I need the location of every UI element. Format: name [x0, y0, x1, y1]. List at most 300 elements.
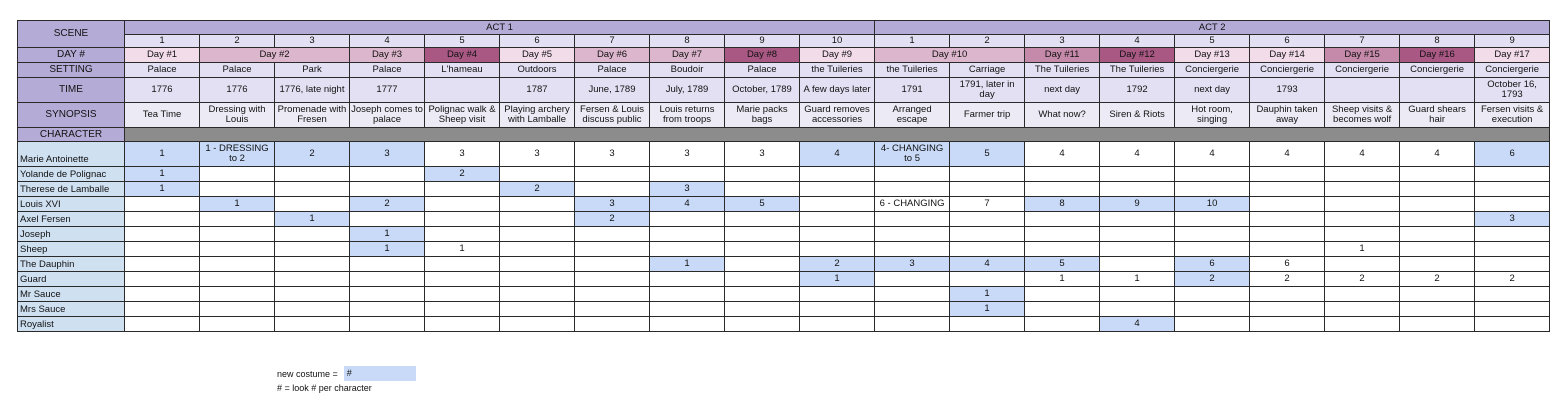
costume-cell	[1250, 197, 1325, 212]
character-row	[18, 197, 1550, 212]
costume-cell	[1025, 167, 1100, 182]
synopsis-cell: What now?	[1025, 103, 1100, 128]
costume-cell	[275, 257, 350, 272]
costume-cell	[1175, 227, 1250, 242]
day-cell: Day #5	[500, 48, 575, 63]
costume-cell	[500, 227, 575, 242]
costume-cell	[1325, 257, 1400, 272]
new-costume-cell: 1	[125, 142, 200, 167]
costume-cell	[425, 197, 500, 212]
character-row	[18, 167, 1550, 182]
costume-cell	[650, 272, 725, 287]
time-cell	[1400, 78, 1475, 103]
synopsis-row	[18, 103, 1550, 128]
costume-cell	[1100, 182, 1175, 197]
costume-cell	[800, 197, 875, 212]
new-costume-cell: 1 - DRESSING to 2	[200, 142, 275, 167]
costume-cell	[725, 242, 800, 257]
setting-cell: Palace	[725, 63, 800, 78]
costume-cell	[800, 317, 875, 332]
day-cell: Day #16	[1400, 48, 1475, 63]
character-row	[18, 212, 1550, 227]
costume-cell	[875, 287, 950, 302]
character-header-row	[18, 128, 1550, 142]
time-cell: next day	[1025, 78, 1100, 103]
new-costume-cell: 1	[950, 287, 1025, 302]
costume-cell	[1400, 242, 1475, 257]
scene-number: 7	[1325, 35, 1400, 48]
character-name: Mrs Sauce	[18, 302, 125, 317]
costume-cell	[875, 212, 950, 227]
new-costume-cell: 3	[1475, 212, 1550, 227]
setting-cell: The Tuileries	[1025, 63, 1100, 78]
costume-cell	[575, 182, 650, 197]
costume-cell	[275, 272, 350, 287]
costume-cell	[200, 302, 275, 317]
day-cell: Day #4	[425, 48, 500, 63]
costume-cell	[1250, 182, 1325, 197]
costume-cell	[725, 212, 800, 227]
character-name: Mr Sauce	[18, 287, 125, 302]
costume-cell: 3	[575, 142, 650, 167]
costume-cell	[1025, 182, 1100, 197]
costume-cell	[350, 272, 425, 287]
costume-cell	[725, 302, 800, 317]
costume-cell	[1475, 167, 1550, 182]
synopsis-cell: Dauphin taken away	[1250, 103, 1325, 128]
synopsis-cell: Fersen visits & execution	[1475, 103, 1550, 128]
new-costume-cell: 3	[650, 182, 725, 197]
day-cell: Day #2	[200, 48, 350, 63]
character-row	[18, 287, 1550, 302]
costume-cell	[200, 287, 275, 302]
scene-number: 3	[1025, 35, 1100, 48]
costume-cell	[1175, 287, 1250, 302]
legend-new-costume-row	[277, 366, 416, 381]
synopsis-cell: Polignac walk & Sheep visit	[425, 103, 500, 128]
new-costume-cell: 1	[350, 227, 425, 242]
costume-cell	[500, 272, 575, 287]
costume-cell: 4	[1175, 142, 1250, 167]
day-row	[18, 48, 1550, 63]
time-cell: 1777	[350, 78, 425, 103]
setting-label: SETTING	[18, 63, 125, 78]
new-costume-cell: 3	[875, 257, 950, 272]
legend-note: # = look # per character	[277, 383, 372, 393]
costume-cell	[575, 242, 650, 257]
costume-cell	[875, 167, 950, 182]
scene-number: 1	[875, 35, 950, 48]
costume-cell	[650, 212, 725, 227]
costume-cell	[200, 212, 275, 227]
costume-cell	[650, 242, 725, 257]
day-cell: Day #3	[350, 48, 425, 63]
character-row	[18, 317, 1550, 332]
costume-cell	[1025, 317, 1100, 332]
costume-cell	[875, 182, 950, 197]
costume-cell	[1025, 212, 1100, 227]
costume-cell	[350, 167, 425, 182]
costume-cell	[125, 197, 200, 212]
costume-cell	[875, 227, 950, 242]
costume-plot-table	[17, 20, 1550, 332]
costume-cell	[950, 272, 1025, 287]
costume-cell	[1175, 182, 1250, 197]
costume-cell	[575, 302, 650, 317]
costume-cell	[800, 287, 875, 302]
costume-cell	[125, 272, 200, 287]
day-cell: Day #1	[125, 48, 200, 63]
costume-cell	[725, 317, 800, 332]
new-costume-cell: 2	[350, 197, 425, 212]
costume-cell	[575, 167, 650, 182]
costume-cell	[575, 257, 650, 272]
time-cell: 1793	[1250, 78, 1325, 103]
costume-cell	[1250, 302, 1325, 317]
costume-cell: 1	[425, 242, 500, 257]
costume-cell: 6 - CHANGING	[875, 197, 950, 212]
costume-cell: 2	[1475, 272, 1550, 287]
scene-number: 5	[425, 35, 500, 48]
setting-cell: Palace	[200, 63, 275, 78]
costume-cell	[500, 197, 575, 212]
time-row	[18, 78, 1550, 103]
synopsis-cell: Playing archery with Lamballe	[500, 103, 575, 128]
time-cell: A few days later	[800, 78, 875, 103]
time-cell: 1791, later in day	[950, 78, 1025, 103]
time-cell	[425, 78, 500, 103]
costume-cell	[1400, 302, 1475, 317]
scene-number: 9	[1475, 35, 1550, 48]
costume-cell	[1400, 257, 1475, 272]
time-cell: next day	[1175, 78, 1250, 103]
new-costume-cell: 9	[1100, 197, 1175, 212]
costume-cell	[1100, 287, 1175, 302]
costume-cell	[950, 167, 1025, 182]
costume-cell	[1325, 302, 1400, 317]
scene-number: 9	[725, 35, 800, 48]
synopsis-cell: Hot room, singing	[1175, 103, 1250, 128]
costume-cell	[1100, 257, 1175, 272]
costume-cell	[575, 317, 650, 332]
character-name: Yolande de Polignac	[18, 167, 125, 182]
time-cell: 1776	[125, 78, 200, 103]
costume-cell	[1100, 242, 1175, 257]
costume-cell	[275, 182, 350, 197]
synopsis-cell: Promenade with Fresen	[275, 103, 350, 128]
costume-cell	[800, 167, 875, 182]
synopsis-cell: Marie packs bags	[725, 103, 800, 128]
setting-cell: Outdoors	[500, 63, 575, 78]
synopsis-cell: Louis returns from troops	[650, 103, 725, 128]
costume-cell	[500, 257, 575, 272]
character-row	[18, 242, 1550, 257]
costume-cell: 3	[500, 142, 575, 167]
synopsis-cell: Arranged escape	[875, 103, 950, 128]
costume-cell	[1025, 287, 1100, 302]
costume-cell	[125, 212, 200, 227]
costume-cell	[800, 227, 875, 242]
time-cell: 1776, late night	[275, 78, 350, 103]
setting-row	[18, 63, 1550, 78]
costume-cell	[500, 167, 575, 182]
setting-cell: Palace	[350, 63, 425, 78]
synopsis-cell: Siren & Riots	[1100, 103, 1175, 128]
costume-cell	[725, 272, 800, 287]
scene-number: 4	[1100, 35, 1175, 48]
costume-cell	[125, 287, 200, 302]
setting-cell: the Tuileries	[875, 63, 950, 78]
legend-swatch: #	[344, 366, 416, 381]
costume-cell	[800, 212, 875, 227]
character-name: Guard	[18, 272, 125, 287]
costume-cell	[950, 317, 1025, 332]
costume-cell: 4	[1100, 142, 1175, 167]
costume-cell	[1400, 197, 1475, 212]
costume-cell	[350, 302, 425, 317]
new-costume-cell: 4	[800, 142, 875, 167]
costume-cell	[875, 302, 950, 317]
new-costume-cell: 8	[1025, 197, 1100, 212]
costume-cell	[200, 317, 275, 332]
costume-cell: 1	[1100, 272, 1175, 287]
costume-cell	[575, 227, 650, 242]
costume-cell	[1475, 302, 1550, 317]
new-costume-cell: 1	[350, 242, 425, 257]
costume-cell	[125, 242, 200, 257]
costume-cell	[1025, 242, 1100, 257]
character-label: CHARACTER	[18, 128, 125, 142]
costume-cell	[275, 287, 350, 302]
costume-cell	[1250, 287, 1325, 302]
synopsis-cell: Tea Time	[125, 103, 200, 128]
costume-cell	[875, 272, 950, 287]
costume-cell	[1475, 287, 1550, 302]
character-name: Marie Antoinette	[18, 142, 125, 167]
new-costume-cell: 2	[275, 142, 350, 167]
costume-cell	[1025, 227, 1100, 242]
scene-number: 3	[275, 35, 350, 48]
costume-cell	[275, 242, 350, 257]
character-header-fill	[125, 128, 1550, 142]
costume-cell	[1475, 257, 1550, 272]
new-costume-cell: 4	[650, 197, 725, 212]
new-costume-cell: 3	[575, 197, 650, 212]
day-cell: Day #15	[1325, 48, 1400, 63]
new-costume-cell: 10	[1175, 197, 1250, 212]
new-costume-cell: 1	[200, 197, 275, 212]
character-row	[18, 257, 1550, 272]
character-name: Sheep	[18, 242, 125, 257]
setting-cell: L'hameau	[425, 63, 500, 78]
time-cell: 1787	[500, 78, 575, 103]
scene-number: 10	[800, 35, 875, 48]
new-costume-cell: 5	[950, 142, 1025, 167]
costume-cell: 4	[1250, 142, 1325, 167]
character-name: Axel Fersen	[18, 212, 125, 227]
costume-cell	[1100, 227, 1175, 242]
setting-cell: Conciergerie	[1250, 63, 1325, 78]
costume-cell	[1475, 317, 1550, 332]
costume-cell	[500, 287, 575, 302]
scene-number: 1	[125, 35, 200, 48]
costume-cell	[800, 302, 875, 317]
costume-cell	[425, 257, 500, 272]
synopsis-cell: Fersen & Louis discuss public	[575, 103, 650, 128]
costume-cell	[500, 212, 575, 227]
new-costume-cell: 4	[1100, 317, 1175, 332]
costume-cell	[1250, 212, 1325, 227]
costume-cell	[950, 227, 1025, 242]
new-costume-cell: 5	[1025, 257, 1100, 272]
time-cell: October, 1789	[725, 78, 800, 103]
costume-cell	[1175, 317, 1250, 332]
time-cell: 1792	[1100, 78, 1175, 103]
character-row	[18, 142, 1550, 167]
new-costume-cell: 4- CHANGING to 5	[875, 142, 950, 167]
character-name: The Dauphin	[18, 257, 125, 272]
costume-cell	[1175, 302, 1250, 317]
costume-cell	[1100, 212, 1175, 227]
new-costume-cell: 4	[950, 257, 1025, 272]
new-costume-cell: 5	[725, 197, 800, 212]
costume-cell	[1325, 167, 1400, 182]
character-name: Joseph	[18, 227, 125, 242]
legend	[277, 366, 416, 393]
costume-cell	[575, 287, 650, 302]
character-row	[18, 272, 1550, 287]
setting-cell: Conciergerie	[1400, 63, 1475, 78]
costume-cell	[1475, 227, 1550, 242]
costume-cell	[650, 227, 725, 242]
costume-cell	[1250, 227, 1325, 242]
costume-cell	[125, 227, 200, 242]
time-cell: 1776	[200, 78, 275, 103]
synopsis-cell: Dressing with Louis	[200, 103, 275, 128]
character-row	[18, 182, 1550, 197]
synopsis-cell: Joseph comes to palace	[350, 103, 425, 128]
character-row	[18, 302, 1550, 317]
new-costume-cell: 6	[1475, 142, 1550, 167]
costume-cell	[725, 227, 800, 242]
costume-cell	[425, 272, 500, 287]
costume-cell: 2	[1400, 272, 1475, 287]
costume-cell	[200, 182, 275, 197]
synopsis-cell: Sheep visits & becomes wolf	[1325, 103, 1400, 128]
new-costume-cell: 1	[275, 212, 350, 227]
costume-cell	[200, 272, 275, 287]
costume-cell: 4	[1325, 142, 1400, 167]
costume-cell	[1325, 317, 1400, 332]
costume-cell	[1175, 242, 1250, 257]
act-header: ACT 2	[875, 21, 1550, 35]
new-costume-cell: 2	[575, 212, 650, 227]
scene-number: 2	[200, 35, 275, 48]
costume-cell	[575, 272, 650, 287]
costume-cell	[275, 197, 350, 212]
costume-cell	[725, 287, 800, 302]
new-costume-cell: 2	[425, 167, 500, 182]
costume-cell	[950, 182, 1025, 197]
costume-cell	[950, 242, 1025, 257]
day-cell: Day #8	[725, 48, 800, 63]
scene-number: 5	[1175, 35, 1250, 48]
costume-cell	[425, 302, 500, 317]
costume-cell	[200, 242, 275, 257]
synopsis-cell: Guard removes accessories	[800, 103, 875, 128]
costume-cell	[350, 257, 425, 272]
costume-cell	[125, 257, 200, 272]
setting-cell: The Tuileries	[1100, 63, 1175, 78]
new-costume-cell: 3	[350, 142, 425, 167]
day-cell: Day #11	[1025, 48, 1100, 63]
new-costume-cell: 1	[650, 257, 725, 272]
costume-cell	[1475, 197, 1550, 212]
costume-cell	[1025, 302, 1100, 317]
time-label: TIME	[18, 78, 125, 103]
day-cell: Day #14	[1250, 48, 1325, 63]
costume-cell: 7	[950, 197, 1025, 212]
new-costume-cell: 2	[1175, 272, 1250, 287]
costume-cell	[200, 227, 275, 242]
costume-cell	[650, 287, 725, 302]
costume-cell: 3	[425, 142, 500, 167]
costume-cell	[425, 227, 500, 242]
day-cell: Day #6	[575, 48, 650, 63]
costume-cell	[1250, 317, 1325, 332]
costume-cell	[275, 302, 350, 317]
costume-cell	[425, 182, 500, 197]
day-cell: Day #17	[1475, 48, 1550, 63]
costume-cell: 2	[1250, 272, 1325, 287]
legend-new-costume-label: new costume =	[277, 368, 338, 379]
day-cell: Day #9	[800, 48, 875, 63]
costume-cell	[350, 317, 425, 332]
time-cell: 1791	[875, 78, 950, 103]
costume-cell	[500, 242, 575, 257]
scene-number: 6	[500, 35, 575, 48]
setting-cell: Conciergerie	[1175, 63, 1250, 78]
setting-cell: Boudoir	[650, 63, 725, 78]
costume-cell	[1325, 197, 1400, 212]
setting-cell: Park	[275, 63, 350, 78]
new-costume-cell: 6	[1175, 257, 1250, 272]
new-costume-cell: 1	[125, 182, 200, 197]
scene-number: 8	[650, 35, 725, 48]
costume-cell	[1400, 317, 1475, 332]
setting-cell: Palace	[125, 63, 200, 78]
costume-cell	[725, 257, 800, 272]
costume-cell	[1400, 227, 1475, 242]
costume-cell	[1325, 212, 1400, 227]
costume-cell	[875, 242, 950, 257]
costume-cell	[1175, 212, 1250, 227]
costume-cell	[350, 287, 425, 302]
costume-cell: 6	[1250, 257, 1325, 272]
costume-cell	[125, 317, 200, 332]
costume-cell	[425, 287, 500, 302]
costume-cell	[650, 317, 725, 332]
act-header: ACT 1	[125, 21, 875, 35]
scene-row	[18, 35, 1550, 48]
costume-cell	[725, 167, 800, 182]
scene-number: 4	[350, 35, 425, 48]
time-cell: June, 1789	[575, 78, 650, 103]
costume-cell	[350, 182, 425, 197]
costume-cell	[275, 227, 350, 242]
costume-cell	[1475, 242, 1550, 257]
new-costume-cell: 1	[950, 302, 1025, 317]
